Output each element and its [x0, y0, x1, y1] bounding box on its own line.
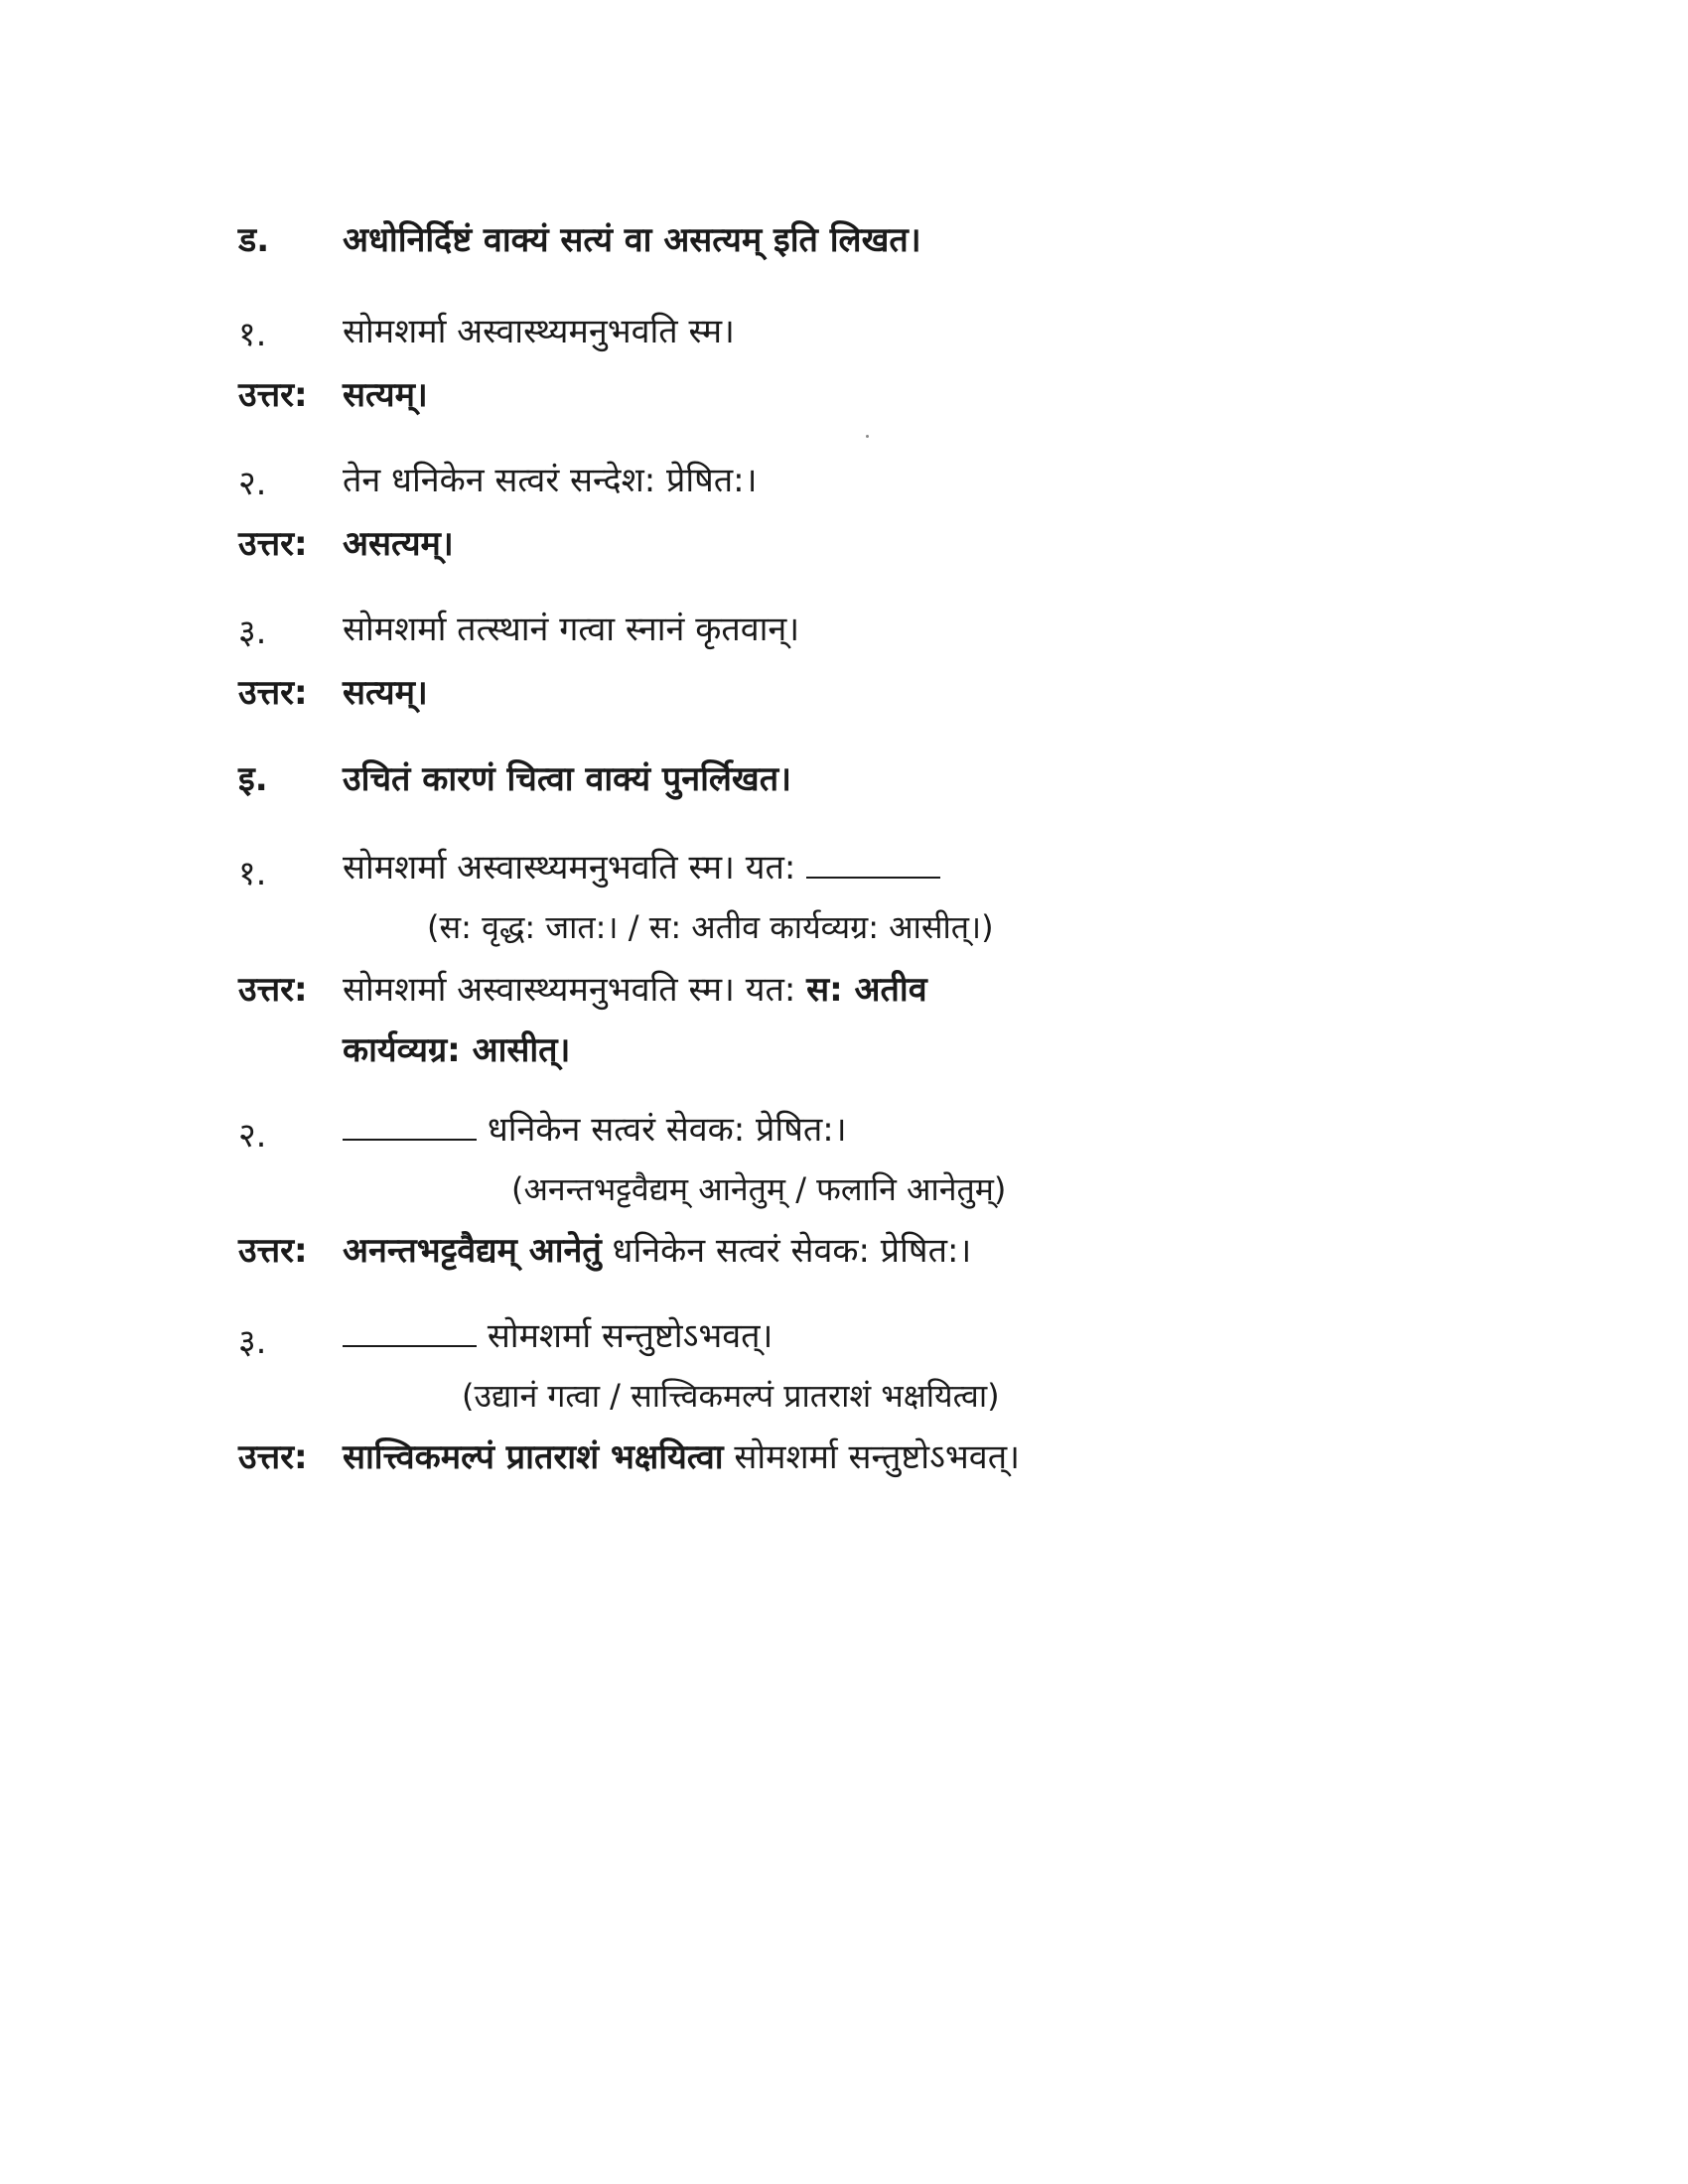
answer-label: उत्तर:: [238, 673, 308, 713]
answer-text: सोमशर्मा सन्तुष्टोऽभवत्।: [734, 1437, 1020, 1477]
question-text: धनिकेन सत्वरं सेवक: प्रेषित:।: [487, 1110, 847, 1150]
answer-highlight: सात्त्विकमल्पं प्रातराशं भक्षयित्वा: [343, 1437, 724, 1477]
question-text-row: [343, 1108, 847, 1152]
answer-label: उत्तर:: [238, 1437, 308, 1477]
section-d-marker: ड.: [238, 220, 270, 260]
section-d-heading: अधोनिर्दिष्टं वाक्यं सत्यं वा असत्यम् इति लिखत।: [343, 220, 921, 260]
choice-options: (स: वृद्ध: जात:। / स: अतीव कार्यव्यग्र: आसीत्।): [427, 908, 994, 946]
answer-line-1: [343, 968, 927, 1012]
answer-line: [343, 1435, 1020, 1479]
question-number: १.: [238, 315, 267, 354]
question-number: २.: [238, 1116, 267, 1156]
answer-label: उत्तर:: [238, 1231, 308, 1271]
question-text: सोमशर्मा तत्स्थानं गत्वा स्नानं कृतवान्।: [343, 610, 800, 649]
question-number: ३.: [238, 613, 267, 652]
question-text: तेन धनिकेन सत्वरं सन्देश: प्रेषित:।: [343, 461, 758, 500]
answer-line: [343, 1229, 971, 1273]
answer-label: उत्तर:: [238, 524, 308, 564]
fill-blank: [343, 1109, 477, 1141]
question-text: सोमशर्मा सन्तुष्टोऽभवत्।: [487, 1316, 774, 1356]
scan-speck: [866, 435, 869, 438]
question-number: २.: [238, 464, 267, 503]
question-number: १.: [238, 854, 267, 893]
question-text-row: [343, 1314, 773, 1358]
question-text-row: [343, 846, 940, 889]
answer-label: उत्तर:: [238, 970, 308, 1010]
answer-highlight: अनन्तभट्टवैद्यम् आनेतुं: [343, 1231, 602, 1271]
section-i-marker: इ.: [238, 759, 268, 799]
fill-blank: [343, 1315, 477, 1347]
answer-text: सोमशर्मा अस्वास्थ्यमनुभवति स्म। यत:: [343, 970, 796, 1010]
answer-line-2: कार्यव्यग्र: आसीत्।: [343, 1030, 571, 1070]
choice-options: (अनन्तभट्टवैद्यम् आनेतुम् / फलानि आनेतुम्): [511, 1170, 1007, 1208]
answer-text: सत्यम्।: [343, 375, 428, 415]
section-i-heading: उचितं कारणं चित्वा वाक्यं पुनर्लिखत।: [343, 759, 792, 799]
answer-text: सत्यम्।: [343, 673, 428, 713]
answer-text: असत्यम्।: [343, 524, 454, 564]
question-text: सोमशर्मा अस्वास्थ्यमनुभवति स्म।: [343, 312, 735, 351]
question-number: ३.: [238, 1322, 267, 1362]
answer-text: धनिकेन सत्वरं सेवक: प्रेषित:।: [612, 1231, 972, 1271]
answer-label: उत्तर:: [238, 375, 308, 415]
answer-highlight: स: अतीव: [806, 970, 927, 1010]
fill-blank: [806, 847, 940, 879]
choice-options: (उद्यानं गत्वा / सात्त्विकमल्पं प्रातराशं भक्षयित्वा): [462, 1377, 1000, 1415]
question-text: सोमशर्मा अस्वास्थ्यमनुभवति स्म। यत:: [343, 848, 796, 887]
